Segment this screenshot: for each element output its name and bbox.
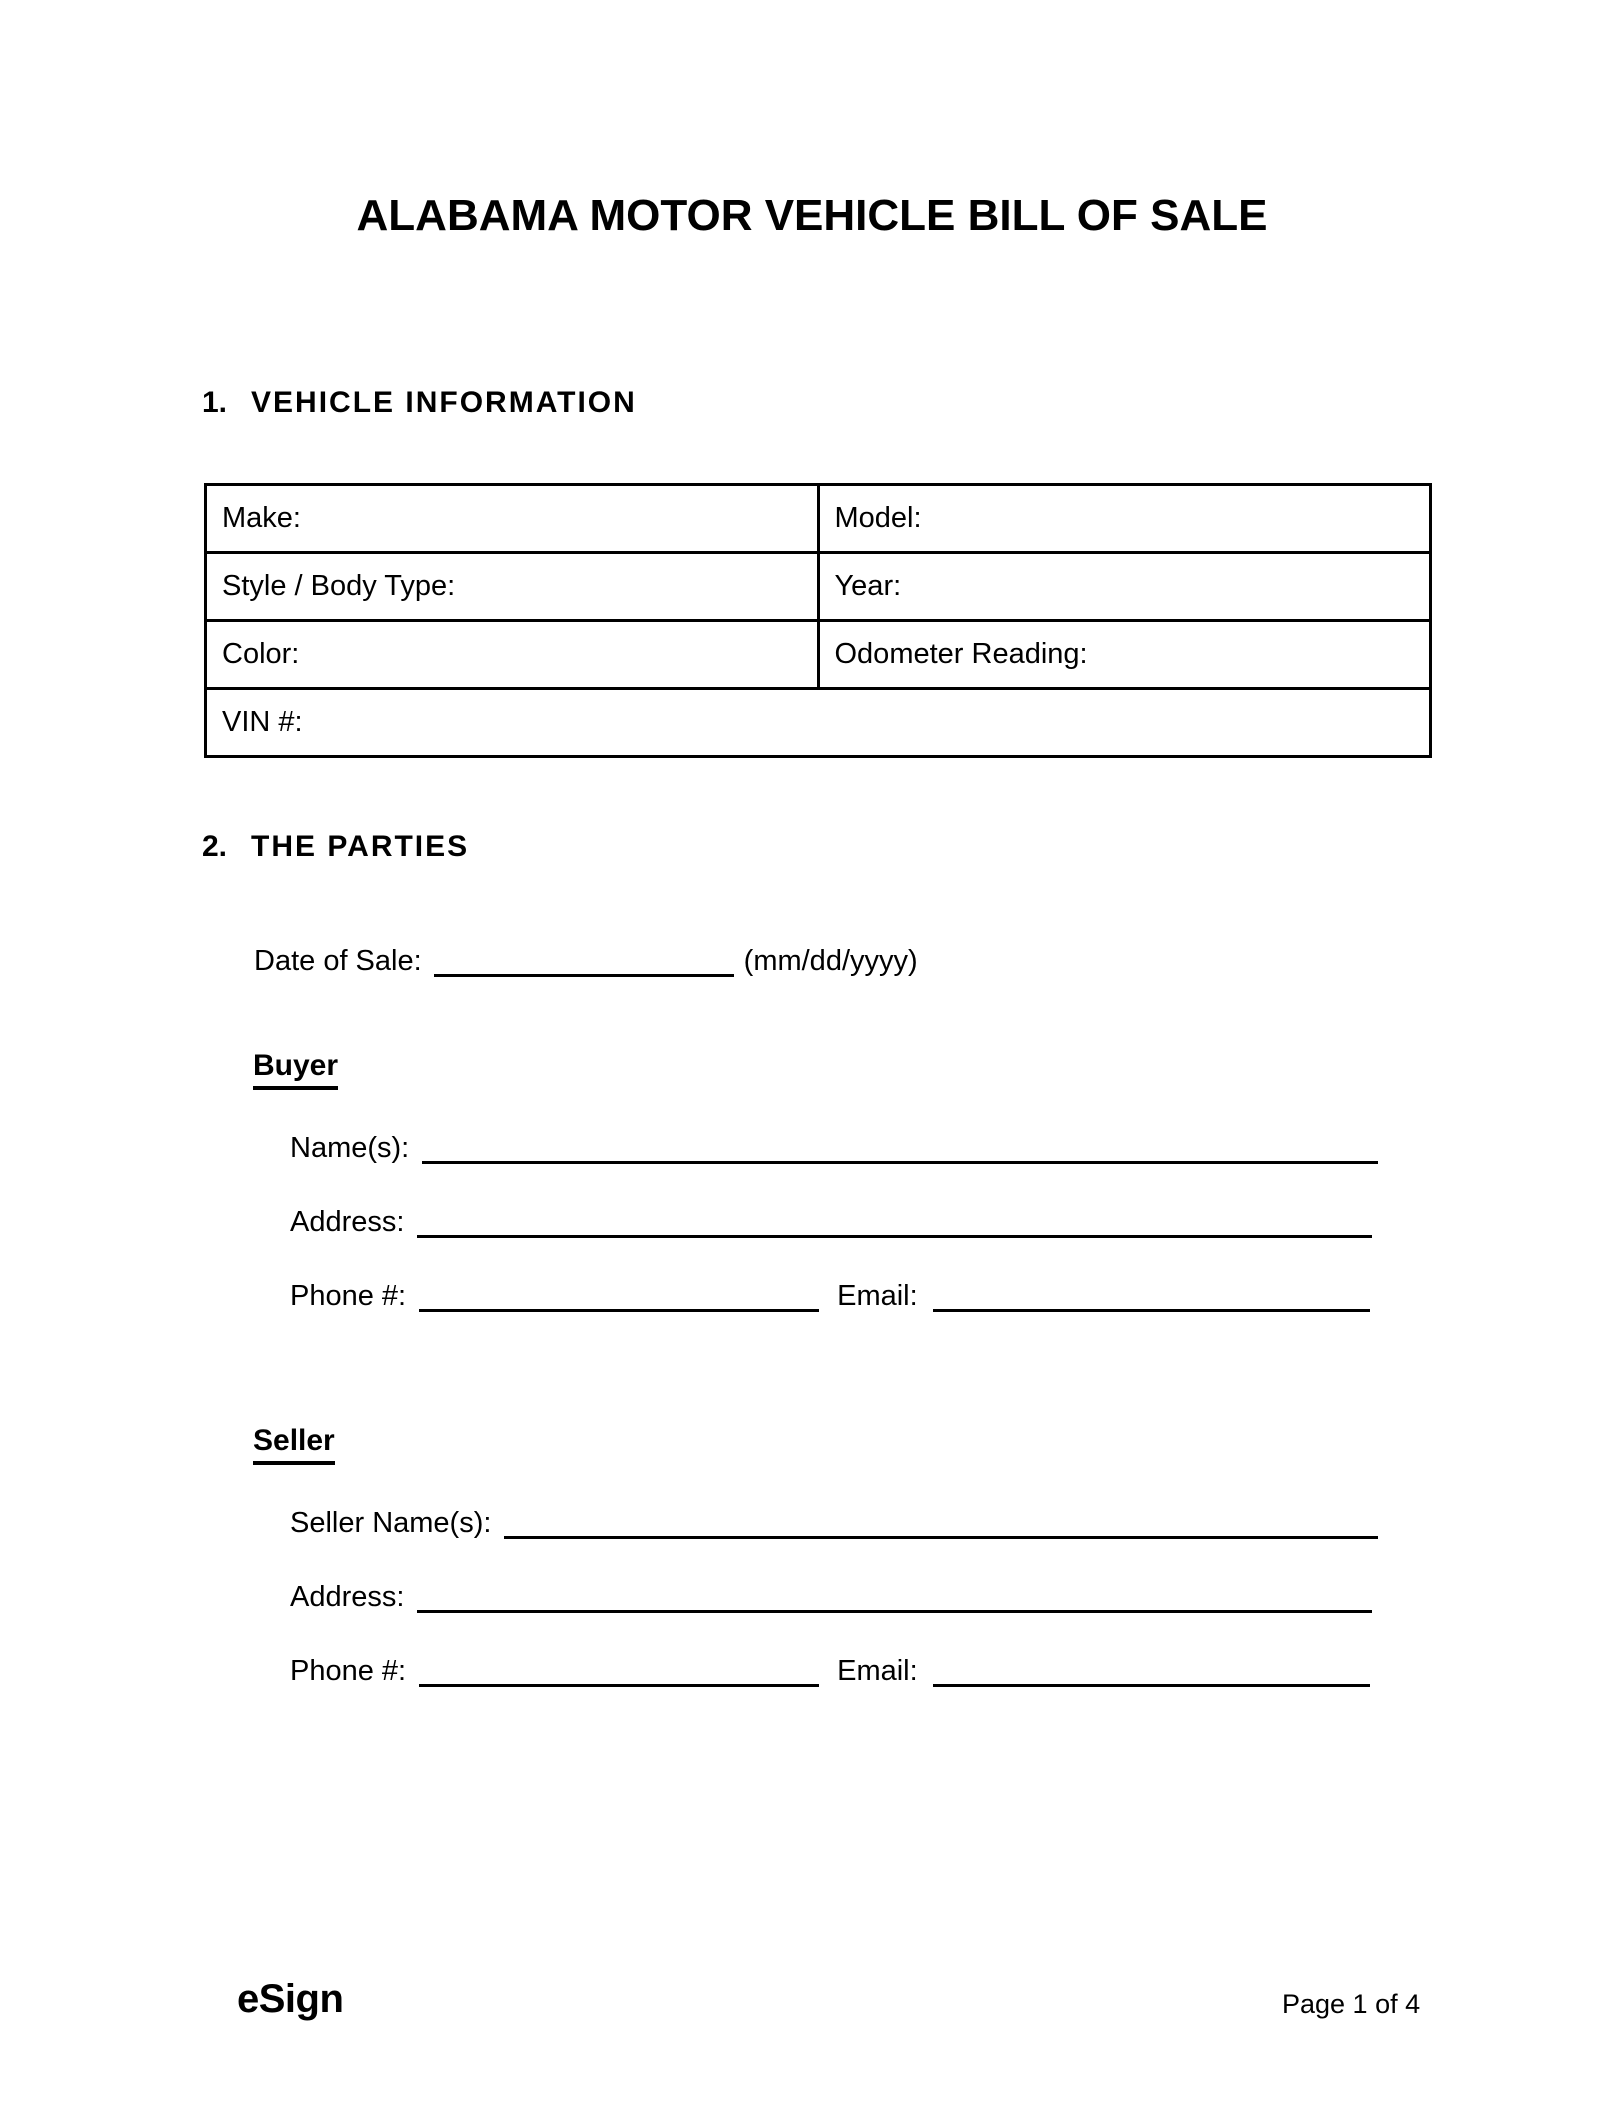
table-row <box>206 553 1431 621</box>
style-body-type-cell[interactable] <box>206 553 819 621</box>
date-format-hint: (mm/dd/yyyy) <box>743 945 918 977</box>
year-cell[interactable] <box>818 553 1431 621</box>
section-number: 2. <box>202 830 228 863</box>
seller-name-line[interactable] <box>504 1536 1378 1539</box>
make-cell[interactable] <box>206 485 819 553</box>
table-row <box>206 621 1431 689</box>
seller-contact-row <box>290 1654 1370 1689</box>
table-row <box>206 485 1431 553</box>
section-heading-vehicle-information <box>202 388 637 418</box>
buyer-name-label: Name(s): <box>290 1132 410 1164</box>
buyer-address-label: Address: <box>290 1206 405 1238</box>
buyer-email-label: Email: <box>837 1280 918 1312</box>
odometer-reading-label: Odometer Reading: <box>834 638 1088 670</box>
year-label: Year: <box>834 570 902 602</box>
buyer-name-row <box>290 1131 1378 1166</box>
buyer-address-line[interactable] <box>417 1235 1372 1238</box>
seller-name-row <box>290 1506 1378 1541</box>
esign-logo: eSign <box>237 1977 344 2021</box>
make-label: Make: <box>222 502 301 534</box>
buyer-email-line[interactable] <box>933 1309 1370 1312</box>
odometer-reading-cell[interactable] <box>818 621 1431 689</box>
seller-email-line[interactable] <box>933 1684 1370 1687</box>
buyer-name-line[interactable] <box>422 1161 1378 1164</box>
seller-address-row <box>290 1580 1372 1615</box>
buyer-address-row <box>290 1205 1372 1240</box>
model-cell[interactable] <box>818 485 1431 553</box>
vin-cell[interactable] <box>206 689 1431 757</box>
color-label: Color: <box>222 638 300 670</box>
seller-name-label: Seller Name(s): <box>290 1507 492 1539</box>
buyer-phone-line[interactable] <box>419 1309 819 1312</box>
date-of-sale-line[interactable] <box>434 974 734 977</box>
section-heading-the-parties <box>202 832 469 862</box>
document-title: ALABAMA MOTOR VEHICLE BILL OF SALE <box>356 191 1268 240</box>
seller-phone-line[interactable] <box>419 1684 819 1687</box>
buyer-heading: Buyer <box>253 1051 338 1090</box>
color-cell[interactable] <box>206 621 819 689</box>
section-label: VEHICLE INFORMATION <box>251 386 637 419</box>
section-number: 1. <box>202 386 228 419</box>
date-of-sale-row <box>254 944 918 979</box>
model-label: Model: <box>834 502 922 534</box>
style-body-type-label: Style / Body Type: <box>222 570 456 602</box>
page-indicator: Page 1 of 4 <box>1282 1989 1421 2019</box>
seller-address-line[interactable] <box>417 1610 1372 1613</box>
seller-heading: Seller <box>253 1426 335 1465</box>
section-label: THE PARTIES <box>251 830 470 863</box>
seller-address-label: Address: <box>290 1581 405 1613</box>
buyer-phone-label: Phone #: <box>290 1280 407 1312</box>
vin-label: VIN #: <box>222 706 303 738</box>
table-row <box>206 689 1431 757</box>
vehicle-information-table <box>204 483 1432 758</box>
date-of-sale-label: Date of Sale: <box>254 945 422 977</box>
seller-phone-label: Phone #: <box>290 1655 407 1687</box>
buyer-contact-row <box>290 1279 1370 1314</box>
seller-email-label: Email: <box>837 1655 918 1687</box>
